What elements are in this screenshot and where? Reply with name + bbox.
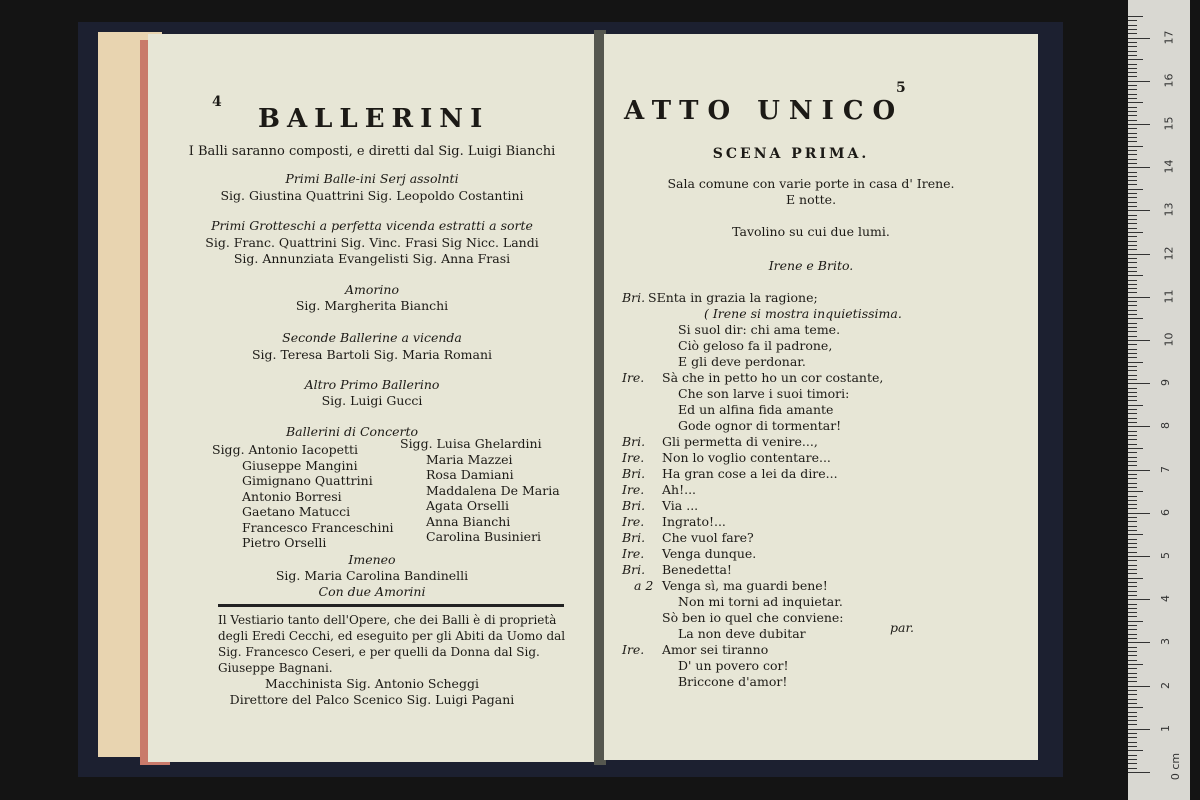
ruler-tick bbox=[1128, 375, 1137, 376]
ruler-tick bbox=[1128, 184, 1137, 185]
speaker-label: Bri. bbox=[622, 290, 646, 305]
concerto-dancer: Gaetano Matucci bbox=[242, 504, 351, 519]
speaker-label: Ire. bbox=[622, 514, 645, 529]
ruler-tick bbox=[1128, 327, 1137, 328]
ruler-tick bbox=[1128, 64, 1137, 65]
ruler-tick bbox=[1128, 694, 1137, 695]
imeneo-note: Con due Amorini bbox=[318, 584, 426, 599]
ruler-tick bbox=[1128, 228, 1137, 229]
ruler-tick bbox=[1128, 530, 1137, 531]
ruler-tick bbox=[1128, 20, 1137, 21]
concerto-dancer: Maria Mazzei bbox=[426, 451, 513, 467]
concerto-dancer: Carolina Businieri bbox=[426, 529, 542, 544]
ruler-tick bbox=[1128, 746, 1137, 747]
ruler-tick bbox=[1128, 176, 1137, 177]
ruler-tick bbox=[1128, 133, 1137, 134]
ruler-tick bbox=[1128, 154, 1137, 155]
ruler-tick bbox=[1128, 318, 1143, 319]
ruler-tick bbox=[1128, 413, 1137, 414]
ruler-tick bbox=[1128, 435, 1137, 436]
section-line: Sig. Teresa Bartoli Sig. Maria Romani bbox=[251, 347, 493, 362]
divider-rule bbox=[218, 604, 564, 607]
ruler-label: 16 bbox=[1162, 73, 1176, 88]
ruler-tick bbox=[1128, 586, 1137, 587]
ruler-tick bbox=[1128, 444, 1137, 445]
speaker-label: Ire. bbox=[622, 642, 645, 657]
dialogue-line: Gli permetta di venire..., bbox=[662, 434, 818, 449]
ruler-tick bbox=[1128, 314, 1137, 315]
speaker-label: Ire. bbox=[622, 482, 645, 497]
ruler-tick bbox=[1128, 431, 1137, 432]
ruler-tick bbox=[1128, 344, 1137, 345]
ruler-tick bbox=[1128, 159, 1137, 160]
ruler-tick bbox=[1128, 768, 1137, 769]
ruler-tick bbox=[1128, 193, 1137, 194]
ruler-tick bbox=[1128, 521, 1137, 522]
ruler-tick bbox=[1128, 85, 1137, 86]
speaker-label: Bri. bbox=[622, 498, 646, 513]
ruler-tick bbox=[1128, 94, 1137, 95]
ruler-tick bbox=[1128, 504, 1137, 505]
ruler-tick bbox=[1128, 448, 1143, 449]
ruler-tick bbox=[1128, 141, 1137, 142]
ruler-tick bbox=[1128, 379, 1137, 380]
ruler-tick bbox=[1128, 370, 1137, 371]
ruler-tick bbox=[1128, 651, 1137, 652]
ruler-tick bbox=[1128, 210, 1150, 211]
ruler-tick bbox=[1128, 102, 1143, 103]
concerto-dancer: Sigg. Luisa Ghelardini bbox=[400, 436, 542, 451]
ruler-label: 14 bbox=[1162, 159, 1176, 174]
ruler-tick bbox=[1128, 392, 1137, 393]
ruler-tick bbox=[1128, 284, 1137, 285]
ruler-tick bbox=[1128, 297, 1150, 298]
dialogue-line: E gli deve perdonar. bbox=[678, 354, 806, 369]
concerto-dancer: Maddalena De Maria bbox=[426, 482, 560, 498]
left-subtitle: I Balli saranno composti, e diretti dal Sig. Luigi Bianchi bbox=[188, 144, 556, 159]
ruler-tick bbox=[1128, 124, 1150, 125]
ruler-tick bbox=[1128, 699, 1137, 700]
ruler-tick bbox=[1128, 219, 1137, 220]
ruler-tick bbox=[1128, 547, 1137, 548]
section-title: Altro Primo Ballerino bbox=[304, 377, 440, 392]
ruler-tick bbox=[1128, 172, 1137, 173]
ruler-tick bbox=[1128, 396, 1137, 397]
dialogue-line: Ed un alfina fida amante bbox=[678, 402, 834, 417]
ruler-tick bbox=[1128, 539, 1137, 540]
ruler-tick bbox=[1128, 673, 1137, 674]
dialogue-line: La non deve dubitar bbox=[678, 626, 806, 641]
ruler-tick bbox=[1128, 724, 1137, 725]
section-title: Amorino bbox=[345, 282, 399, 297]
table-direction: Tavolino su cui due lumi. bbox=[732, 224, 890, 239]
ruler-tick bbox=[1128, 655, 1137, 656]
ruler-tick bbox=[1128, 405, 1143, 406]
dialogue-line: Ciò geloso fa il padrone, bbox=[678, 338, 833, 353]
left-page bbox=[148, 34, 596, 762]
section-line: Sig. Giustina Quattrini Sig. Leopoldo Costantini bbox=[220, 188, 524, 203]
ruler-tick bbox=[1128, 552, 1137, 553]
imeneo-line: Sig. Maria Carolina Bandinelli bbox=[275, 568, 469, 583]
ruler-tick bbox=[1128, 629, 1137, 630]
dialogue-line: D' un povero cor! bbox=[678, 658, 789, 673]
ruler-tick bbox=[1128, 305, 1137, 306]
ruler-tick bbox=[1128, 763, 1137, 764]
ruler-tick bbox=[1128, 25, 1137, 26]
ruler-label: 5 bbox=[1159, 552, 1172, 559]
ruler-tick bbox=[1128, 526, 1137, 527]
ruler-tick bbox=[1128, 336, 1137, 337]
ruler-tick bbox=[1128, 137, 1137, 138]
ruler-tick bbox=[1128, 150, 1137, 151]
ruler-tick bbox=[1128, 180, 1137, 181]
ruler-label: 17 bbox=[1162, 30, 1176, 45]
ruler-tick bbox=[1128, 470, 1150, 471]
ruler-tick bbox=[1128, 331, 1137, 332]
ruler-tick bbox=[1128, 508, 1137, 509]
ruler-tick bbox=[1128, 556, 1150, 557]
ruler-tick bbox=[1128, 582, 1137, 583]
speaker-label: Ire. bbox=[622, 370, 645, 385]
ruler-tick bbox=[1128, 258, 1137, 259]
ruler-tick bbox=[1128, 565, 1137, 566]
right-page-number: 5 bbox=[896, 80, 906, 96]
concerto-dancer: Sigg. Antonio Iacopetti bbox=[212, 442, 359, 457]
dialogue-line: Ha gran cose a lei da dire... bbox=[662, 466, 838, 481]
ruler-tick bbox=[1128, 560, 1137, 561]
costume-note: Il Vestiario tanto dell'Opere, che dei Balli è di proprietà degli Eredi Cecchi, ed eseguito per gli Abiti da Uomo dal Sig. Francesco Ceseri, e per quelli da Donna dal Sig. Giuseppe Bagnani. bbox=[218, 613, 566, 675]
ruler-tick bbox=[1128, 677, 1137, 678]
ruler-tick bbox=[1128, 474, 1137, 475]
ruler-tick bbox=[1128, 111, 1137, 112]
setting-line: Sala comune con varie porte in casa d' Irene. bbox=[667, 176, 955, 191]
ruler-label: 8 bbox=[1159, 422, 1172, 430]
ruler-tick bbox=[1128, 254, 1150, 255]
ruler-tick bbox=[1128, 578, 1143, 579]
concerto-dancer: Anna Bianchi bbox=[426, 513, 511, 529]
ruler-tick bbox=[1128, 729, 1150, 730]
ruler-tick bbox=[1128, 215, 1137, 216]
right-page bbox=[604, 34, 1038, 760]
concerto-dancer: Francesco Franceschini bbox=[242, 519, 394, 535]
concerto-dancer: Agata Orselli bbox=[426, 498, 509, 513]
ruler-label: 9 bbox=[1159, 379, 1172, 387]
ruler-tick bbox=[1128, 712, 1137, 713]
ruler-tick bbox=[1128, 483, 1137, 484]
ruler-tick bbox=[1128, 422, 1137, 423]
ruler-tick bbox=[1128, 759, 1137, 760]
ruler-tick bbox=[1128, 76, 1137, 77]
ruler-tick bbox=[1128, 236, 1137, 237]
ruler-tick bbox=[1128, 534, 1143, 535]
ruler-tick bbox=[1128, 750, 1143, 751]
dialogue-line: Che vuol fare? bbox=[662, 530, 754, 545]
ruler-tick bbox=[1128, 737, 1137, 738]
ruler-tick bbox=[1128, 686, 1150, 687]
ruler-tick bbox=[1128, 452, 1137, 453]
section-title: Ballerini di Concerto bbox=[285, 424, 419, 439]
measuring-ruler bbox=[1128, 0, 1190, 800]
ruler-tick bbox=[1128, 38, 1150, 39]
speaker-label: Ire. bbox=[622, 546, 645, 561]
ruler-label: 2 bbox=[1159, 681, 1172, 689]
section-title: Seconde Ballerine a vicenda bbox=[282, 330, 462, 345]
ruler-tick bbox=[1128, 310, 1137, 311]
characters-line: Irene e Brito. bbox=[768, 258, 854, 273]
ruler-tick bbox=[1128, 189, 1143, 190]
direttore-line: Direttore del Palco Scenico Sig. Luigi Pagani bbox=[229, 692, 515, 707]
ruler-tick bbox=[1128, 496, 1137, 497]
ruler-tick bbox=[1128, 206, 1137, 207]
ruler-tick bbox=[1128, 115, 1137, 116]
ruler-tick bbox=[1128, 621, 1143, 622]
ruler-tick bbox=[1128, 72, 1137, 73]
ruler-tick bbox=[1128, 543, 1137, 544]
ruler-tick bbox=[1128, 772, 1150, 773]
ruler-tick bbox=[1128, 146, 1143, 147]
ruler-tick bbox=[1128, 638, 1137, 639]
ruler-tick bbox=[1128, 362, 1143, 363]
margin-note: par. bbox=[890, 620, 915, 635]
ruler-tick bbox=[1128, 383, 1150, 384]
ruler-tick bbox=[1128, 660, 1137, 661]
ruler-tick bbox=[1128, 457, 1137, 458]
ruler-tick bbox=[1128, 202, 1137, 203]
ruler-label: 4 bbox=[1159, 595, 1172, 603]
ruler-tick bbox=[1128, 292, 1137, 293]
speaker-label: Bri. bbox=[622, 530, 646, 545]
ruler-tick bbox=[1128, 89, 1137, 90]
section-line: Sig. Annunziata Evangelisti Sig. Anna Frasi bbox=[233, 251, 511, 266]
section-title: Primi Grotteschi a perfetta vicenda estratti a sorte bbox=[211, 218, 533, 233]
ruler-tick bbox=[1128, 426, 1150, 427]
dialogue-line: Briccone d'amor! bbox=[678, 674, 788, 689]
dialogue-line: Che son larve i suoi timori: bbox=[678, 386, 850, 401]
ruler-tick bbox=[1128, 280, 1137, 281]
ruler-tick bbox=[1128, 81, 1150, 82]
concerto-dancer: Gimignano Quattrini bbox=[242, 473, 373, 488]
ruler-tick bbox=[1128, 681, 1137, 682]
speaker-label: Bri. bbox=[622, 562, 646, 577]
ruler-label: 10 bbox=[1162, 332, 1176, 347]
ruler-tick bbox=[1128, 703, 1137, 704]
ruler-tick bbox=[1128, 573, 1137, 574]
ruler-tick bbox=[1128, 288, 1137, 289]
ruler-tick bbox=[1128, 642, 1150, 643]
ruler-tick bbox=[1128, 68, 1137, 69]
ruler-tick bbox=[1128, 245, 1137, 246]
ruler-tick bbox=[1128, 591, 1137, 592]
ruler-tick bbox=[1128, 513, 1150, 514]
ruler-tick bbox=[1128, 755, 1137, 756]
dialogue-line: Sà che in petto ho un cor costante, bbox=[662, 370, 884, 385]
macchinista-line: Macchinista Sig. Antonio Scheggi bbox=[265, 676, 479, 691]
ruler-tick bbox=[1128, 517, 1137, 518]
section-line: Sig. Margherita Bianchi bbox=[295, 298, 449, 313]
ruler-tick bbox=[1128, 616, 1137, 617]
dialogue-line: SEnta in grazia la ragione; bbox=[648, 290, 818, 305]
ruler-tick bbox=[1128, 353, 1137, 354]
ruler-tick bbox=[1128, 163, 1137, 164]
ruler-tick bbox=[1128, 262, 1137, 263]
ruler-tick bbox=[1128, 46, 1137, 47]
ruler-tick bbox=[1128, 733, 1137, 734]
ruler-tick bbox=[1128, 241, 1137, 242]
ruler-tick bbox=[1128, 249, 1137, 250]
right-page-heading: ATTO UNICO bbox=[624, 96, 905, 126]
ruler-tick bbox=[1128, 128, 1137, 129]
left-page-number: 4 bbox=[212, 94, 222, 110]
speaker-label: a 2 bbox=[634, 578, 654, 593]
dialogue-line: Non mi torni ad inquietar. bbox=[678, 594, 843, 609]
ruler-tick bbox=[1128, 42, 1137, 43]
concerto-dancer: Antonio Borresi bbox=[242, 488, 342, 504]
ruler-tick bbox=[1128, 500, 1137, 501]
scene-title: SCENA PRIMA. bbox=[712, 146, 870, 162]
dialogue-line: Via ... bbox=[662, 498, 699, 513]
dialogue-line: Ingrato!... bbox=[662, 514, 726, 529]
concerto-dancer: Pietro Orselli bbox=[242, 535, 327, 550]
ruler-tick bbox=[1128, 569, 1137, 570]
speaker-label: Ire. bbox=[622, 450, 645, 465]
ruler-label: 3 bbox=[1159, 638, 1172, 646]
ruler-tick bbox=[1128, 340, 1150, 341]
ruler-tick bbox=[1128, 465, 1137, 466]
ruler-tick bbox=[1128, 491, 1143, 492]
ruler-tick bbox=[1128, 98, 1137, 99]
concerto-dancer: Rosa Damiani bbox=[426, 467, 514, 482]
ruler-tick bbox=[1128, 604, 1137, 605]
dialogue-line: Benedetta! bbox=[662, 562, 732, 577]
ruler-tick bbox=[1128, 16, 1143, 17]
ruler-label: 7 bbox=[1159, 465, 1172, 473]
ruler-label: 13 bbox=[1162, 202, 1176, 217]
ruler-tick bbox=[1128, 742, 1137, 743]
ruler-tick bbox=[1128, 409, 1137, 410]
ruler-tick bbox=[1128, 323, 1137, 324]
ruler-label: 6 bbox=[1159, 508, 1172, 516]
ruler-tick bbox=[1128, 267, 1137, 268]
section-line: Sig. Franc. Quattrini Sig. Vinc. Frasi Sig Nicc. Landi bbox=[205, 235, 539, 250]
section-line: Sig. Luigi Gucci bbox=[321, 393, 423, 408]
left-page-heading: BALLERINI bbox=[258, 104, 490, 134]
ruler-tick bbox=[1128, 33, 1137, 34]
ruler-tick bbox=[1128, 357, 1137, 358]
ruler-label: 12 bbox=[1162, 246, 1176, 261]
ruler-tick bbox=[1128, 690, 1137, 691]
speaker-label: Bri. bbox=[622, 466, 646, 481]
ruler-tick bbox=[1128, 107, 1137, 108]
ruler-tick bbox=[1128, 478, 1137, 479]
ruler-tick bbox=[1128, 647, 1137, 648]
ruler-tick bbox=[1128, 625, 1137, 626]
ruler-tick bbox=[1128, 167, 1150, 168]
ruler-tick bbox=[1128, 664, 1143, 665]
setting-line-2: E notte. bbox=[785, 192, 837, 207]
ruler-tick bbox=[1128, 120, 1137, 121]
ruler-tick bbox=[1128, 716, 1137, 717]
ruler-tick bbox=[1128, 59, 1143, 60]
dialogue-line: ( Irene si mostra inquietissima. bbox=[704, 306, 902, 321]
ruler-tick bbox=[1128, 400, 1137, 401]
ruler-label: 15 bbox=[1162, 116, 1176, 131]
ruler-tick bbox=[1128, 366, 1137, 367]
ruler-tick bbox=[1128, 634, 1137, 635]
concerto-dancer: Giuseppe Mangini bbox=[242, 457, 358, 473]
ruler-tick bbox=[1128, 55, 1137, 56]
ruler-label: 11 bbox=[1162, 289, 1176, 304]
ruler-tick bbox=[1128, 223, 1137, 224]
ruler-label: 1 bbox=[1159, 724, 1172, 732]
ruler-tick bbox=[1128, 418, 1137, 419]
ruler-tick bbox=[1128, 599, 1150, 600]
ruler-tick bbox=[1128, 349, 1137, 350]
imeneo-title: Imeneo bbox=[348, 552, 396, 567]
ruler-tick bbox=[1128, 271, 1137, 272]
dialogue-line: Amor sei tiranno bbox=[662, 642, 769, 657]
speaker-label: Bri. bbox=[622, 434, 646, 449]
dialogue-line: Gode ognor di tormentar! bbox=[678, 418, 842, 433]
ruler-tick bbox=[1128, 608, 1137, 609]
dialogue-line: Venga sì, ma guardi bene! bbox=[662, 578, 828, 593]
ruler-unit: 0 cm bbox=[1169, 752, 1183, 781]
ruler-tick bbox=[1128, 232, 1143, 233]
ruler-tick bbox=[1128, 439, 1137, 440]
ruler-tick bbox=[1128, 612, 1137, 613]
ruler-tick bbox=[1128, 388, 1137, 389]
dialogue-line: Non lo voglio contentare... bbox=[662, 450, 831, 465]
ruler-tick bbox=[1128, 720, 1137, 721]
ruler-tick bbox=[1128, 668, 1137, 669]
ruler-tick bbox=[1128, 707, 1143, 708]
ruler-tick bbox=[1128, 51, 1137, 52]
dialogue-line: Ah!... bbox=[662, 482, 697, 497]
dialogue-line: Sò ben io quel che conviene: bbox=[662, 610, 844, 625]
ruler-tick bbox=[1128, 197, 1137, 198]
ruler-tick bbox=[1128, 29, 1137, 30]
section-title: Primi Balle-ini Serj assolnti bbox=[285, 171, 459, 186]
ruler-tick bbox=[1128, 595, 1137, 596]
dialogue-line: Si suol dir: chi ama teme. bbox=[678, 322, 841, 337]
ruler-tick bbox=[1128, 461, 1137, 462]
dialogue-line: Venga dunque. bbox=[662, 546, 757, 561]
ruler-tick bbox=[1128, 487, 1137, 488]
ruler-tick bbox=[1128, 301, 1137, 302]
ruler-tick bbox=[1128, 275, 1143, 276]
